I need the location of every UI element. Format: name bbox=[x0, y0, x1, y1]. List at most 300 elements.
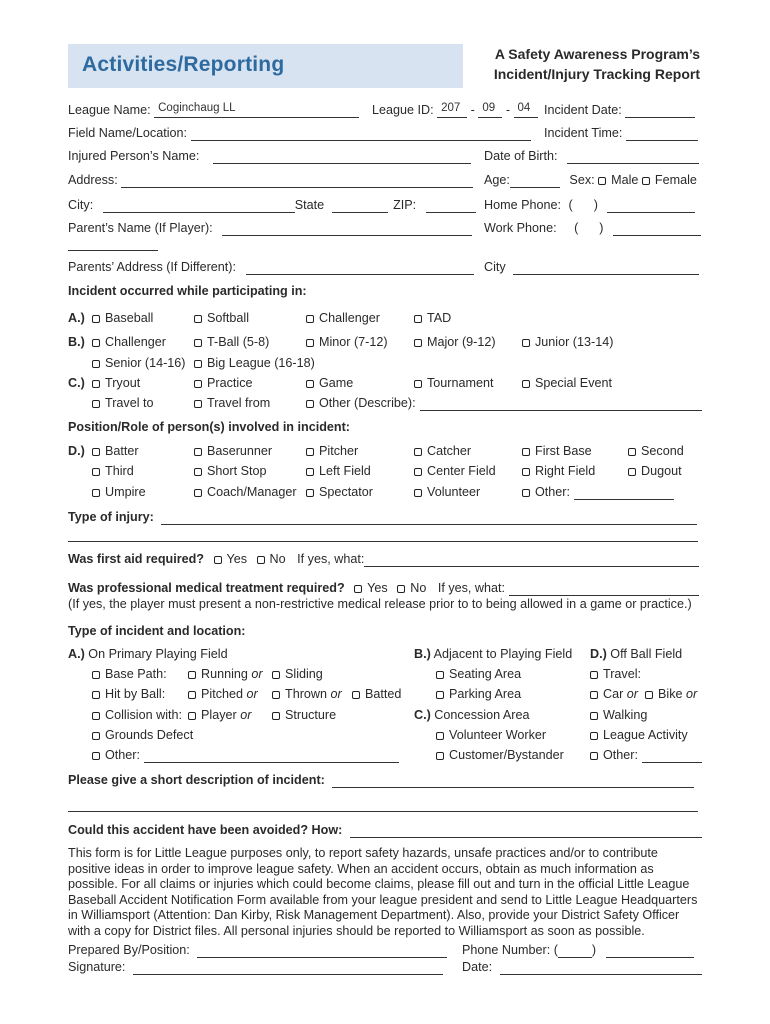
opt-label: Left Field bbox=[319, 464, 371, 478]
date-row bbox=[462, 960, 702, 975]
or-text: or bbox=[240, 708, 252, 722]
avoided-field[interactable] bbox=[350, 824, 702, 838]
avoided-row bbox=[68, 823, 702, 838]
parents-address-field[interactable] bbox=[246, 261, 474, 275]
opt-label: Sliding bbox=[285, 667, 323, 681]
loc-customer[interactable] bbox=[436, 748, 564, 763]
opt-label: Umpire bbox=[105, 485, 146, 499]
checkbox[interactable] bbox=[522, 489, 530, 497]
opt-label: Minor (7-12) bbox=[319, 335, 388, 349]
position-heading: Position/Role of person(s) involved in incident: bbox=[68, 420, 350, 434]
phone-area-field[interactable] bbox=[558, 944, 592, 958]
league-name-field[interactable] bbox=[154, 104, 359, 118]
sex-label: Sex: bbox=[569, 173, 595, 187]
dob-label: Date of Birth: bbox=[484, 149, 558, 163]
opt-label: Player bbox=[201, 708, 237, 722]
loc-collision[interactable] bbox=[92, 708, 182, 723]
opt-label: Challenger bbox=[319, 311, 380, 325]
paren-close: ) bbox=[599, 221, 604, 235]
avoided-label: Could this accident have been avoided? How: bbox=[68, 823, 343, 837]
or-text: or bbox=[330, 687, 342, 701]
type-of-injury-field-2[interactable] bbox=[68, 528, 698, 542]
checkbox[interactable] bbox=[92, 315, 100, 323]
parent-name-label: Parent’s Name (If Player): bbox=[68, 221, 213, 235]
loc-a-text: On Primary Playing Field bbox=[88, 647, 228, 661]
medical-no-checkbox[interactable] bbox=[397, 585, 405, 593]
pos-right-field[interactable] bbox=[522, 464, 595, 479]
pos-catcher[interactable] bbox=[414, 444, 471, 459]
parents-address-row bbox=[68, 260, 474, 275]
loc-car[interactable] bbox=[590, 687, 638, 702]
checkbox[interactable] bbox=[590, 691, 598, 699]
or-text: or bbox=[246, 687, 258, 701]
opt-label: Right Field bbox=[535, 464, 596, 478]
checkbox[interactable] bbox=[272, 671, 280, 679]
if-yes-label: If yes, what: bbox=[297, 552, 365, 566]
opt-game[interactable] bbox=[306, 376, 353, 391]
opt-special-event[interactable] bbox=[522, 376, 612, 391]
prepared-by-label: Prepared By/Position: bbox=[68, 943, 190, 957]
checkbox[interactable] bbox=[590, 752, 598, 760]
loc-other-field[interactable] bbox=[144, 749, 399, 763]
opt-label: First Base bbox=[535, 444, 592, 458]
incident-time-field[interactable] bbox=[626, 127, 698, 141]
checkbox[interactable] bbox=[414, 448, 422, 456]
loc-base-path[interactable] bbox=[92, 667, 167, 682]
signature-row bbox=[68, 960, 443, 975]
incident-b-label: B.) bbox=[68, 335, 85, 349]
parent-name-field-2[interactable] bbox=[68, 237, 158, 251]
work-phone-field[interactable] bbox=[613, 222, 701, 236]
opt-label: Junior (13-14) bbox=[535, 335, 614, 349]
loc-d-text: Off Ball Field bbox=[610, 647, 683, 661]
loc-batted[interactable] bbox=[352, 687, 401, 702]
loc-bike[interactable] bbox=[645, 687, 697, 702]
opt-tournament[interactable] bbox=[414, 376, 494, 391]
loc-league-activity[interactable] bbox=[590, 728, 688, 743]
checkbox[interactable] bbox=[628, 468, 636, 476]
loc-other-2[interactable] bbox=[590, 748, 702, 763]
checkbox[interactable] bbox=[590, 732, 598, 740]
opt-label: Volunteer bbox=[427, 485, 481, 499]
loc-other[interactable] bbox=[92, 748, 399, 763]
position-d-label: D.) bbox=[68, 444, 85, 458]
male-label: Male bbox=[611, 173, 639, 187]
loc-d-label: D.) bbox=[590, 647, 607, 661]
if-yes-label: If yes, what: bbox=[437, 581, 506, 595]
checkbox[interactable] bbox=[272, 712, 280, 720]
league-id-field-1[interactable] bbox=[437, 104, 467, 118]
city2-field[interactable] bbox=[513, 261, 699, 275]
opt-label: Pitcher bbox=[319, 444, 359, 458]
checkbox[interactable] bbox=[306, 489, 314, 497]
checkbox[interactable] bbox=[352, 691, 360, 699]
paren-open: ( bbox=[574, 221, 579, 235]
city-field[interactable] bbox=[103, 199, 295, 213]
injured-name-field[interactable] bbox=[213, 150, 471, 164]
zip-field[interactable] bbox=[426, 199, 476, 213]
loc-c-text: Concession Area bbox=[434, 708, 530, 722]
checkbox[interactable] bbox=[194, 448, 202, 456]
loc-pitched[interactable] bbox=[188, 687, 258, 702]
dash: - bbox=[470, 103, 475, 117]
opt-label: Baseball bbox=[105, 311, 154, 325]
checkbox[interactable] bbox=[414, 380, 422, 388]
type-of-injury-line-2 bbox=[68, 527, 698, 542]
loc-player[interactable] bbox=[188, 708, 251, 723]
opt-label: Walking bbox=[603, 708, 648, 722]
incident-time-label: Incident Time: bbox=[544, 126, 623, 140]
loc-c-label: C.) bbox=[414, 708, 431, 722]
phone-number-label: Phone Number: bbox=[462, 943, 551, 957]
age-field[interactable] bbox=[510, 174, 560, 188]
opt-label: Other: bbox=[535, 485, 570, 499]
injured-name-row bbox=[68, 149, 471, 164]
opt-label: T-Ball (5-8) bbox=[207, 335, 270, 349]
phone-number-row bbox=[462, 943, 694, 958]
opt-tryout[interactable] bbox=[92, 376, 140, 391]
checkbox[interactable] bbox=[436, 691, 444, 699]
opt-label: Spectator bbox=[319, 485, 373, 499]
opt-senior[interactable] bbox=[92, 356, 186, 371]
opt-label: Collision with: bbox=[105, 708, 182, 722]
opt-label: Short Stop bbox=[207, 464, 267, 478]
short-description-label: Please give a short description of incident: bbox=[68, 773, 325, 787]
opt-label: Other: bbox=[105, 748, 140, 762]
checkbox[interactable] bbox=[414, 468, 422, 476]
medical-what-field[interactable] bbox=[509, 582, 699, 596]
checkbox[interactable] bbox=[92, 448, 100, 456]
checkbox[interactable] bbox=[188, 691, 196, 699]
checkbox[interactable] bbox=[92, 732, 100, 740]
league-id-field-2[interactable] bbox=[478, 104, 502, 118]
loc-b-text: Adjacent to Playing Field bbox=[433, 647, 573, 661]
checkbox[interactable] bbox=[590, 671, 598, 679]
checkbox[interactable] bbox=[306, 380, 314, 388]
yes-label: Yes bbox=[367, 581, 388, 595]
first-aid-label: Was first aid required? bbox=[68, 552, 204, 566]
opt-label: Parking Area bbox=[449, 687, 522, 701]
loc-grounds-defect[interactable] bbox=[92, 728, 193, 743]
pos-pitcher[interactable] bbox=[306, 444, 358, 459]
medical-label: Was professional medical treatment required? bbox=[68, 581, 345, 595]
opt-label: Car bbox=[603, 687, 624, 701]
checkbox[interactable] bbox=[92, 671, 100, 679]
state-field[interactable] bbox=[332, 199, 388, 213]
pos-batter[interactable] bbox=[92, 444, 139, 459]
opt-practice[interactable] bbox=[194, 376, 253, 391]
short-description-field-2[interactable] bbox=[68, 798, 698, 812]
pos-other-field[interactable] bbox=[574, 486, 674, 500]
loc-walking[interactable] bbox=[590, 708, 647, 723]
type-of-injury-label: Type of injury: bbox=[68, 510, 154, 524]
prepared-by-field[interactable] bbox=[197, 944, 447, 958]
program-title: A Safety Awareness Program’s bbox=[494, 46, 700, 62]
opt-travel-from[interactable] bbox=[194, 396, 270, 411]
opt-label: Customer/Bystander bbox=[449, 748, 564, 762]
date-label: Date: bbox=[462, 960, 493, 974]
pos-second[interactable] bbox=[628, 444, 684, 459]
first-aid-no-checkbox[interactable] bbox=[257, 556, 265, 564]
address-field[interactable] bbox=[121, 174, 473, 188]
address-row bbox=[68, 173, 473, 188]
signature-label: Signature: bbox=[68, 960, 126, 974]
loc-a-label: A.) bbox=[68, 647, 85, 661]
location-heading: Type of incident and location: bbox=[68, 624, 246, 638]
checkbox[interactable] bbox=[194, 380, 202, 388]
opt-label: Big League (16-18) bbox=[207, 356, 315, 370]
loc-d-header bbox=[590, 647, 682, 662]
checkbox[interactable] bbox=[194, 489, 202, 497]
opt-tball[interactable] bbox=[194, 335, 269, 350]
checkbox[interactable] bbox=[436, 732, 444, 740]
no-label: No bbox=[410, 581, 427, 595]
league-id-value-2: 09 bbox=[482, 102, 496, 114]
opt-softball[interactable] bbox=[194, 311, 249, 326]
loc-other2-field[interactable] bbox=[642, 749, 702, 763]
opt-label: Softball bbox=[207, 311, 250, 325]
parents-address-label: Parents’ Address (If Different): bbox=[68, 260, 236, 274]
pos-volunteer[interactable] bbox=[414, 485, 480, 500]
checkbox[interactable] bbox=[194, 468, 202, 476]
work-phone-label: Work Phone: bbox=[484, 221, 557, 235]
or-text: or bbox=[626, 687, 638, 701]
incident-date-field[interactable] bbox=[625, 104, 695, 118]
short-description-line-2 bbox=[68, 797, 698, 812]
opt-label: Game bbox=[319, 376, 354, 390]
opt-label: Catcher bbox=[427, 444, 472, 458]
first-aid-what-field[interactable] bbox=[364, 553, 699, 567]
pos-coach-manager[interactable] bbox=[194, 485, 297, 500]
league-id-field-3[interactable] bbox=[514, 104, 538, 118]
checkbox[interactable] bbox=[92, 489, 100, 497]
age-sex-row bbox=[484, 173, 697, 188]
opt-label: Other (Describe): bbox=[319, 396, 416, 410]
opt-label: Second bbox=[641, 444, 684, 458]
checkbox[interactable] bbox=[306, 468, 314, 476]
other-describe-field[interactable] bbox=[420, 397, 702, 411]
home-phone-label: Home Phone: bbox=[484, 198, 562, 212]
loc-running[interactable] bbox=[188, 667, 263, 682]
checkbox[interactable] bbox=[436, 671, 444, 679]
checkbox[interactable] bbox=[306, 448, 314, 456]
opt-baseball[interactable] bbox=[92, 311, 153, 326]
opt-label: Base Path: bbox=[105, 667, 167, 681]
parent-name-row bbox=[68, 221, 472, 236]
checkbox[interactable] bbox=[194, 400, 202, 408]
opt-label: Running bbox=[201, 667, 248, 681]
checkbox[interactable] bbox=[522, 380, 530, 388]
yes-label: Yes bbox=[226, 552, 248, 566]
phone-number-field[interactable] bbox=[606, 944, 694, 958]
pos-first-base[interactable] bbox=[522, 444, 592, 459]
type-of-injury-field[interactable] bbox=[161, 511, 697, 525]
address-label: Address: bbox=[68, 173, 118, 187]
league-name-row bbox=[68, 103, 359, 118]
opt-junior[interactable] bbox=[522, 335, 613, 350]
checkbox[interactable] bbox=[194, 315, 202, 323]
state-label: State bbox=[294, 198, 325, 212]
opt-label: Thrown bbox=[285, 687, 327, 701]
incident-time-row bbox=[544, 126, 698, 141]
loc-a-header bbox=[68, 647, 228, 662]
paren-open: ( bbox=[553, 943, 558, 957]
opt-label: Other: bbox=[603, 748, 638, 762]
opt-label: Pitched bbox=[201, 687, 244, 701]
checkbox[interactable] bbox=[92, 752, 100, 760]
loc-volunteer-worker[interactable] bbox=[436, 728, 546, 743]
opt-travel-to[interactable] bbox=[92, 396, 154, 411]
incident-heading: Incident occurred while participating in: bbox=[68, 284, 307, 298]
city2-row bbox=[484, 260, 699, 275]
or-text: or bbox=[251, 667, 263, 681]
opt-challenger[interactable] bbox=[306, 311, 380, 326]
checkbox[interactable] bbox=[194, 360, 202, 368]
checkbox[interactable] bbox=[188, 671, 196, 679]
opt-major[interactable] bbox=[414, 335, 496, 350]
checkbox[interactable] bbox=[522, 468, 530, 476]
pos-baserunner[interactable] bbox=[194, 444, 272, 459]
pos-dugout[interactable] bbox=[628, 464, 682, 479]
loc-thrown[interactable] bbox=[272, 687, 342, 702]
opt-big-league[interactable] bbox=[194, 356, 315, 371]
work-phone-row bbox=[484, 221, 701, 236]
loc-parking[interactable] bbox=[436, 687, 521, 702]
field-location-field[interactable] bbox=[191, 127, 531, 141]
checkbox[interactable] bbox=[194, 339, 202, 347]
checkbox[interactable] bbox=[188, 712, 196, 720]
checkbox[interactable] bbox=[92, 339, 100, 347]
pos-left-field[interactable] bbox=[306, 464, 371, 479]
opt-minor[interactable] bbox=[306, 335, 388, 350]
paren-close: ) bbox=[593, 198, 598, 212]
paren-close: ) bbox=[591, 943, 597, 957]
parent-name-field[interactable] bbox=[222, 222, 472, 236]
opt-label: Volunteer Worker bbox=[449, 728, 547, 742]
opt-label: Baserunner bbox=[207, 444, 273, 458]
loc-sliding[interactable] bbox=[272, 667, 323, 682]
loc-travel[interactable] bbox=[590, 667, 641, 682]
field-location-row bbox=[68, 126, 531, 141]
checkbox[interactable] bbox=[306, 400, 314, 408]
pos-spectator[interactable] bbox=[306, 485, 373, 500]
checkbox[interactable] bbox=[628, 448, 636, 456]
pos-third[interactable] bbox=[92, 464, 134, 479]
checkbox[interactable] bbox=[92, 712, 100, 720]
league-name-label: League Name: bbox=[68, 103, 151, 117]
opt-label: Coach/Manager bbox=[207, 485, 297, 499]
field-location-label: Field Name/Location: bbox=[68, 126, 188, 140]
opt-label: Tournament bbox=[427, 376, 494, 390]
loc-c-header bbox=[414, 708, 530, 723]
opt-label: Bike bbox=[658, 687, 683, 701]
pos-center-field[interactable] bbox=[414, 464, 496, 479]
checkbox[interactable] bbox=[645, 691, 653, 699]
short-description-field[interactable] bbox=[332, 774, 694, 788]
opt-label: Structure bbox=[285, 708, 337, 722]
opt-label: Travel from bbox=[207, 396, 271, 410]
checkbox[interactable] bbox=[522, 339, 530, 347]
opt-label: Hit by Ball: bbox=[105, 687, 166, 701]
first-aid-yes-checkbox[interactable] bbox=[214, 556, 222, 564]
female-checkbox[interactable] bbox=[642, 177, 650, 185]
signature-field[interactable] bbox=[133, 961, 443, 975]
footer-paragraph: This form is for Little League purposes only, to report safety hazards, unsafe practices and/or to contribute positive ideas in order to improve league safety. When an accident occurs, obtain as much information as possible. For all claims or injuries which could become claims, please fill out and turn in the official Little League Baseball Accident Notification Form available from your league president and send to Little League Headquarters in Williamsport (Attention: Dan Kirby, Risk Management Department). Also, provide your District Safety Officer with a copy for District files. All personal injuries should be reported to Williamsport as soon as possible. bbox=[68, 846, 698, 938]
report-title: Incident/Injury Tracking Report bbox=[493, 66, 700, 82]
checkbox[interactable] bbox=[92, 691, 100, 699]
checkbox[interactable] bbox=[522, 448, 530, 456]
dash: - bbox=[505, 103, 511, 117]
opt-label: Travel: bbox=[603, 667, 642, 681]
checkbox[interactable] bbox=[272, 691, 280, 699]
dob-field[interactable] bbox=[567, 150, 699, 164]
league-id-row bbox=[372, 103, 538, 118]
league-id-label: League ID: bbox=[372, 103, 434, 117]
checkbox[interactable] bbox=[436, 752, 444, 760]
loc-hit-by-ball[interactable] bbox=[92, 687, 165, 702]
opt-label: Third bbox=[105, 464, 134, 478]
checkbox[interactable] bbox=[414, 489, 422, 497]
city-row bbox=[68, 198, 476, 213]
checkbox[interactable] bbox=[92, 400, 100, 408]
pos-umpire[interactable] bbox=[92, 485, 146, 500]
opt-challenger-2[interactable] bbox=[92, 335, 166, 350]
pos-other[interactable] bbox=[522, 485, 674, 500]
or-text: or bbox=[686, 687, 698, 701]
loc-b-label: B.) bbox=[414, 647, 431, 661]
checkbox[interactable] bbox=[92, 380, 100, 388]
type-of-injury-row bbox=[68, 510, 697, 525]
home-phone-row bbox=[484, 198, 695, 213]
league-id-value-3: 04 bbox=[517, 102, 531, 114]
incident-a-label: A.) bbox=[68, 311, 85, 325]
loc-seating[interactable] bbox=[436, 667, 521, 682]
checkbox[interactable] bbox=[306, 315, 314, 323]
checkbox[interactable] bbox=[414, 315, 422, 323]
loc-structure[interactable] bbox=[272, 708, 336, 723]
no-label: No bbox=[269, 552, 286, 566]
opt-tad[interactable] bbox=[414, 311, 451, 326]
checkbox[interactable] bbox=[590, 712, 598, 720]
date-field[interactable] bbox=[500, 961, 702, 975]
opt-label: Batted bbox=[365, 687, 402, 701]
checkbox[interactable] bbox=[414, 339, 422, 347]
injured-name-label: Injured Person’s Name: bbox=[68, 149, 200, 163]
medical-yes-checkbox[interactable] bbox=[354, 585, 362, 593]
opt-label: Tryout bbox=[105, 376, 141, 390]
prepared-by-row bbox=[68, 943, 447, 958]
incident-c-label: C.) bbox=[68, 376, 85, 390]
home-phone-field[interactable] bbox=[607, 199, 695, 213]
dob-row bbox=[484, 149, 699, 164]
opt-label: TAD bbox=[427, 311, 452, 325]
opt-label: Batter bbox=[105, 444, 139, 458]
pos-short-stop[interactable] bbox=[194, 464, 267, 479]
parent-name-continuation bbox=[68, 236, 158, 251]
checkbox[interactable] bbox=[306, 339, 314, 347]
female-label: Female bbox=[654, 173, 697, 187]
male-checkbox[interactable] bbox=[598, 177, 606, 185]
opt-label: Major (9-12) bbox=[427, 335, 496, 349]
checkbox[interactable] bbox=[92, 360, 100, 368]
opt-other-describe[interactable] bbox=[306, 396, 702, 411]
city2-label: City bbox=[484, 260, 506, 274]
opt-label: League Activity bbox=[603, 728, 688, 742]
opt-label: Dugout bbox=[641, 464, 682, 478]
checkbox[interactable] bbox=[92, 468, 100, 476]
opt-label: Grounds Defect bbox=[105, 728, 194, 742]
opt-label: Practice bbox=[207, 376, 253, 390]
